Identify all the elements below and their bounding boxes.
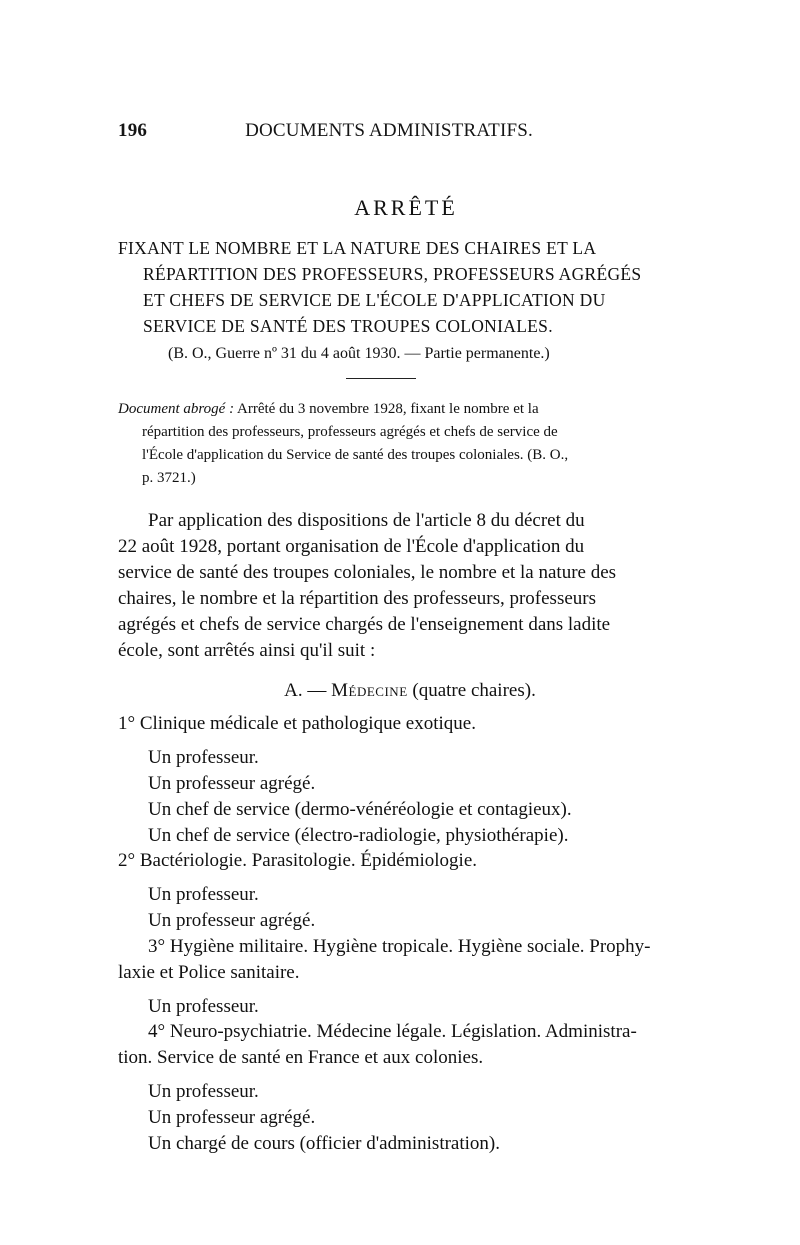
intro-line: service de santé des troupes coloniales, le nombre et la nature des: [118, 562, 617, 583]
chair-group-4: [118, 1019, 688, 1157]
chair-item: Un professeur agrégé.: [148, 910, 316, 931]
chair-item: Un professeur.: [148, 996, 259, 1017]
chair-heading: 1° Clinique médicale et pathologique exotique.: [118, 713, 476, 734]
title-line: SERVICE DE SANTÉ DES TROUPES COLONIALES.: [143, 316, 553, 336]
abroge-line-3: l'École d'application du Service de santé des troupes coloniales. (B. O.,: [142, 447, 569, 463]
chair-item: Un professeur agrégé.: [148, 773, 316, 794]
chair-item: Un professeur.: [148, 884, 259, 905]
chair-heading: 2° Bactériologie. Parasitologie. Épidémiologie.: [118, 850, 478, 871]
arrete-heading: ARRÊTÉ: [354, 195, 458, 220]
chair-group-1: [118, 711, 688, 849]
abroge-label: Document abrogé :: [118, 401, 235, 417]
intro-line: école, sont arrêtés ainsi qu'il suit :: [118, 640, 376, 661]
abrogated-document-note: [118, 398, 688, 490]
title-block: [118, 235, 683, 339]
separator-rule: [346, 378, 416, 379]
chair-item: Un professeur.: [148, 747, 259, 768]
title-line: ET CHEFS DE SERVICE DE L'ÉCOLE D'APPLICATION DU: [143, 290, 606, 310]
chair-item: Un chargé de cours (officier d'administration).: [148, 1133, 500, 1154]
chair-heading-cont: laxie et Police sanitaire.: [118, 962, 300, 983]
running-title: DOCUMENTS ADMINISTRATIFS.: [245, 120, 533, 141]
title-line: RÉPARTITION DES PROFESSEURS, PROFESSEURS AGRÉGÉS: [143, 264, 642, 284]
chair-item: Un chef de service (dermo-vénéréologie et contagieux).: [148, 799, 572, 820]
intro-line: agrégés et chefs de service chargés de l'enseignement dans ladite: [118, 614, 611, 635]
page-number: 196: [118, 120, 148, 141]
chair-item: Un chef de service (électro-radiologie, physiothérapie).: [148, 825, 569, 846]
chair-item: Un professeur.: [148, 1081, 259, 1102]
chair-heading: 4° Neuro-psychiatrie. Médecine légale. Législation. Administra-: [148, 1021, 637, 1042]
abroge-line-2: répartition des professeurs, professeurs agrégés et chefs de service de: [142, 424, 558, 440]
title-line: FIXANT LE NOMBRE ET LA NATURE DES CHAIRES ET LA: [118, 238, 597, 258]
chair-heading: 3° Hygiène militaire. Hygiène tropicale. Hygiène sociale. Prophy-: [148, 936, 651, 957]
chair-group-2: [118, 848, 688, 934]
intro-line: Par application des dispositions de l'article 8 du décret du: [148, 510, 585, 531]
chair-item: Un professeur agrégé.: [148, 1107, 316, 1128]
intro-line: 22 août 1928, portant organisation de l'École d'application du: [118, 536, 585, 557]
abroge-line-1: Document abrogé : Arrêté du 3 novembre 1928, fixant le nombre et la: [118, 401, 539, 417]
source-reference: (B. O., Guerre nº 31 du 4 août 1930. — Partie permanente.): [168, 345, 550, 362]
chair-group-3: [118, 934, 688, 1020]
section-heading-medecine: A. — Médecine (quatre chaires).: [284, 680, 536, 701]
intro-paragraph: [118, 508, 686, 664]
intro-line: chaires, le nombre et la répartition des professeurs, professeurs: [118, 588, 596, 609]
section-name: Médecine: [331, 680, 408, 701]
chair-heading-cont: tion. Service de santé en France et aux colonies.: [118, 1047, 484, 1068]
abroge-line-4: p. 3721.): [142, 470, 196, 486]
